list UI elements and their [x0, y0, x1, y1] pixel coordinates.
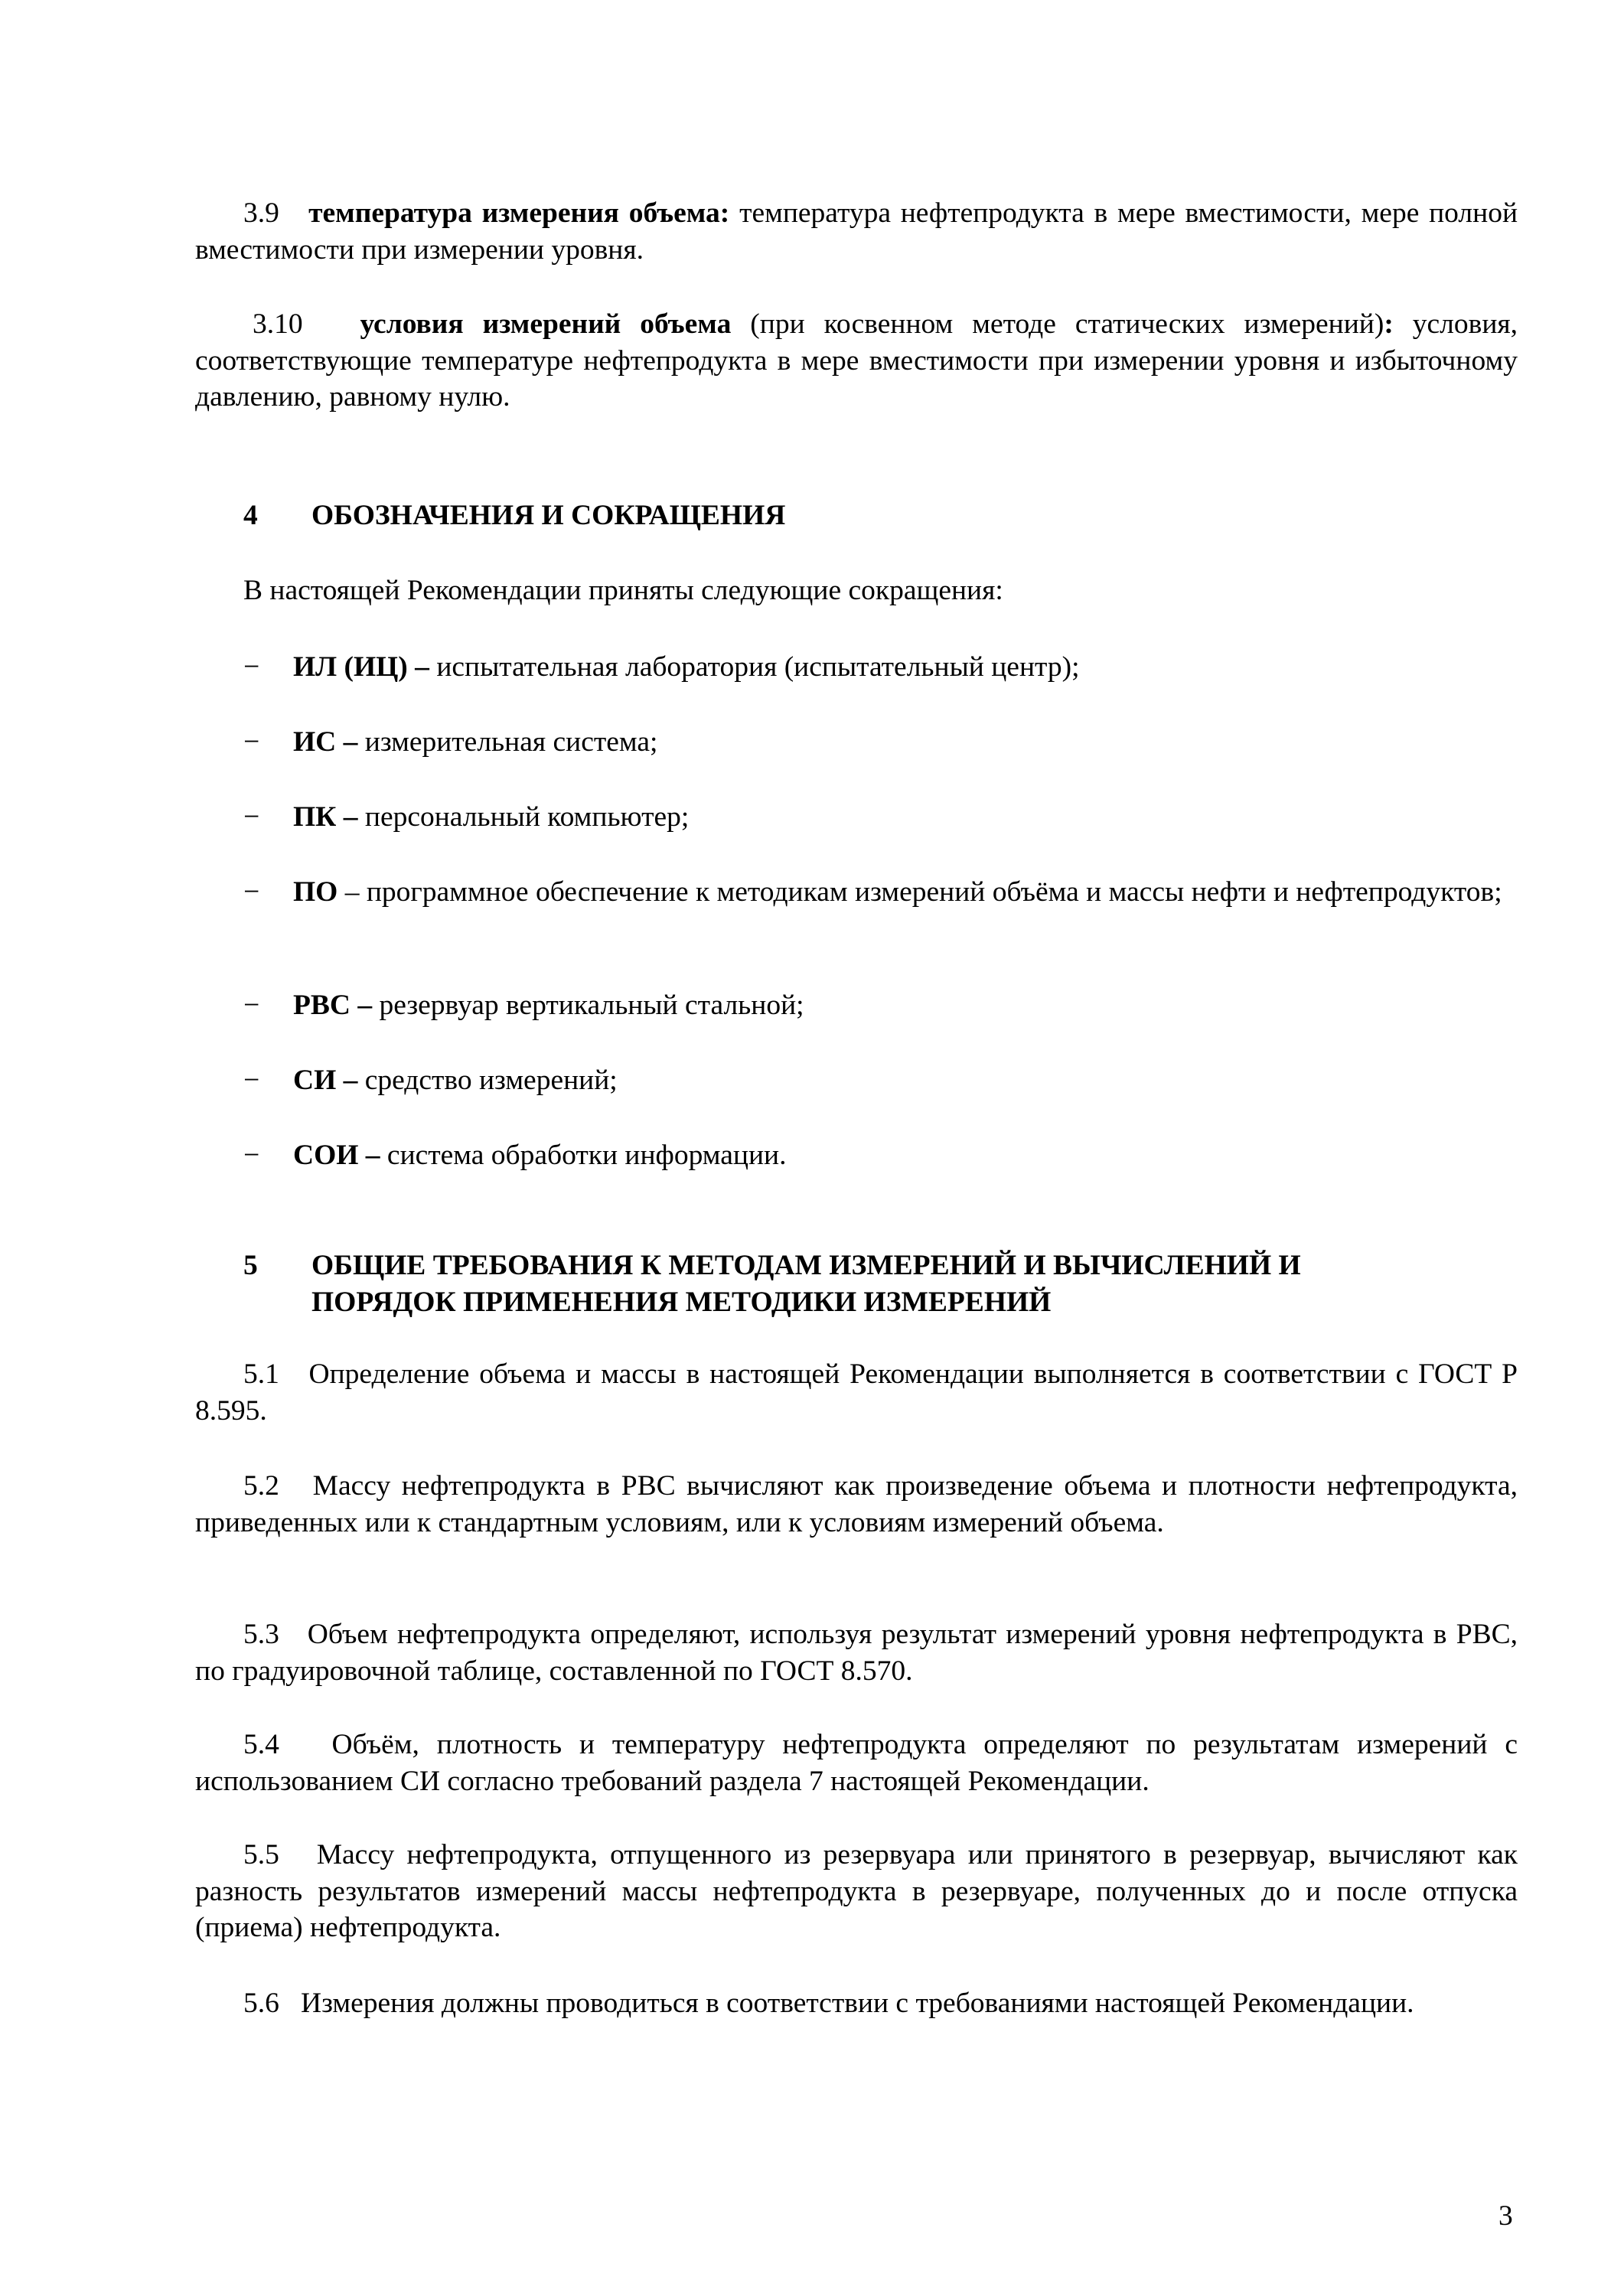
section-title-line-1: ОБЩИЕ ТРЕБОВАНИЯ К МЕТОДАМ ИЗМЕРЕНИЙ И ВЫЧИСЛЕНИЙ И	[311, 1250, 1301, 1281]
abbreviation: СОИ –	[293, 1140, 380, 1171]
list-item	[243, 799, 1514, 836]
abbreviation-meaning: – программное обеспечение к методикам измерений объёма и массы нефти и нефтепродуктов;	[344, 876, 1502, 908]
abbreviation: СИ –	[293, 1065, 358, 1096]
term-colon: :	[1384, 308, 1394, 340]
list-item	[243, 724, 1514, 761]
abbreviation: ИЛ (ИЦ) –	[293, 651, 429, 683]
paragraph-text: Объём, плотность и температуру нефтепродукта определяют по результатам измерений с использованием СИ согласно требований раздела 7 настоящей Рекомендации.	[195, 1729, 1518, 1797]
list-item	[243, 1062, 1514, 1099]
term: температура измерения объема:	[308, 197, 730, 229]
paragraph-number: 5.3	[243, 1619, 279, 1650]
paragraph-3-9	[195, 195, 1518, 268]
section-5-heading	[243, 1247, 1514, 1320]
list-item	[243, 1137, 1514, 1174]
paragraph-text: Определение объема и массы в настоящей Рекомендации выполняется в соответствии с ГОСТ Р 8.595.	[195, 1358, 1518, 1427]
definition: условия, соответствующие температуре нефтепродукта в мере вместимости при измерении уровня и избыточному давлению, равному нулю.	[195, 308, 1518, 413]
section-number: 4	[243, 500, 258, 531]
dash-bullet: −	[243, 651, 260, 683]
paragraph-number: 3.9	[243, 197, 279, 229]
paragraph-5-1	[195, 1356, 1518, 1429]
list-item	[243, 649, 1514, 686]
paragraph-text: Измерения должны проводиться в соответствии с требованиями настоящей Рекомендации.	[301, 1988, 1414, 2019]
abbreviation: ИС –	[293, 726, 358, 758]
section-4-intro	[243, 572, 1514, 609]
paragraph-text: Объем нефтепродукта определяют, используя результат измерений уровня нефтепродукта в РВС, по градуировочной таблице, составленной по ГОСТ 8.570.	[195, 1619, 1518, 1687]
list-item	[243, 874, 1514, 911]
section-title: ОБОЗНАЧЕНИЯ И СОКРАЩЕНИЯ	[311, 500, 786, 531]
paragraph-text: Массу нефтепродукта в РВС вычисляют как произведение объема и плотности нефтепродукта, приведенных или к стандартным условиям, или к условиям измерений объема.	[195, 1470, 1518, 1538]
paragraph-5-6	[195, 1985, 1518, 2022]
paragraph-5-4	[195, 1727, 1518, 1799]
abbreviation-meaning: средство измерений;	[364, 1065, 618, 1096]
abbreviation-meaning: персональный компьютер;	[364, 801, 690, 833]
paragraph-3-10	[195, 306, 1518, 416]
abbreviation-meaning: измерительная система;	[364, 726, 658, 758]
section-number: 5	[243, 1250, 258, 1281]
dash-bullet: −	[243, 726, 260, 758]
dash-bullet: −	[243, 801, 260, 833]
paragraph-5-2	[195, 1468, 1518, 1541]
paragraph-number: 5.6	[243, 1988, 279, 2019]
dash-bullet: −	[243, 990, 260, 1021]
page-number: 3	[1498, 2200, 1513, 2232]
paragraph-number: 5.2	[243, 1470, 279, 1502]
paragraph-5-3	[195, 1616, 1518, 1689]
paragraph-number: 5.5	[243, 1839, 279, 1870]
term-qualifier: (при косвенном методе статических измерений)	[750, 308, 1384, 340]
paragraph-5-5	[195, 1837, 1518, 1946]
abbreviation-meaning: система обработки информации.	[386, 1140, 787, 1171]
abbreviation: РВС –	[293, 990, 373, 1021]
paragraph-text: Массу нефтепродукта, отпущенного из резервуара или принятого в резервуар, вычисляют как разность результатов измерений массы нефтепродукта в резервуаре, полученных до и после отпуска (приема) нефтепродукта.	[195, 1839, 1518, 1943]
paragraph-number: 5.4	[243, 1729, 279, 1760]
term: условия измерений объема	[360, 308, 732, 340]
dash-bullet: −	[243, 876, 260, 908]
abbreviation-meaning: испытательная лаборатория (испытательный центр);	[436, 651, 1080, 683]
paragraph-number: 5.1	[243, 1358, 279, 1390]
section-4-heading	[243, 497, 1514, 534]
abbreviation: ПК –	[293, 801, 358, 833]
definition: температура нефтепродукта в мере вместимости, мере полной вместимости при измерении уровня.	[195, 197, 1518, 266]
list-item	[243, 987, 1514, 1024]
dash-bullet: −	[243, 1065, 260, 1096]
paragraph-number: 3.10	[253, 308, 303, 340]
abbreviation-meaning: резервуар вертикальный стальной;	[379, 990, 804, 1021]
section-title-line-2: ПОРЯДОК ПРИМЕНЕНИЯ МЕТОДИКИ ИЗМЕРЕНИЙ	[311, 1286, 1052, 1318]
intro-text: В настоящей Рекомендации приняты следующие сокращения:	[243, 575, 1003, 606]
abbreviation: ПО	[293, 876, 338, 908]
dash-bullet: −	[243, 1140, 260, 1171]
